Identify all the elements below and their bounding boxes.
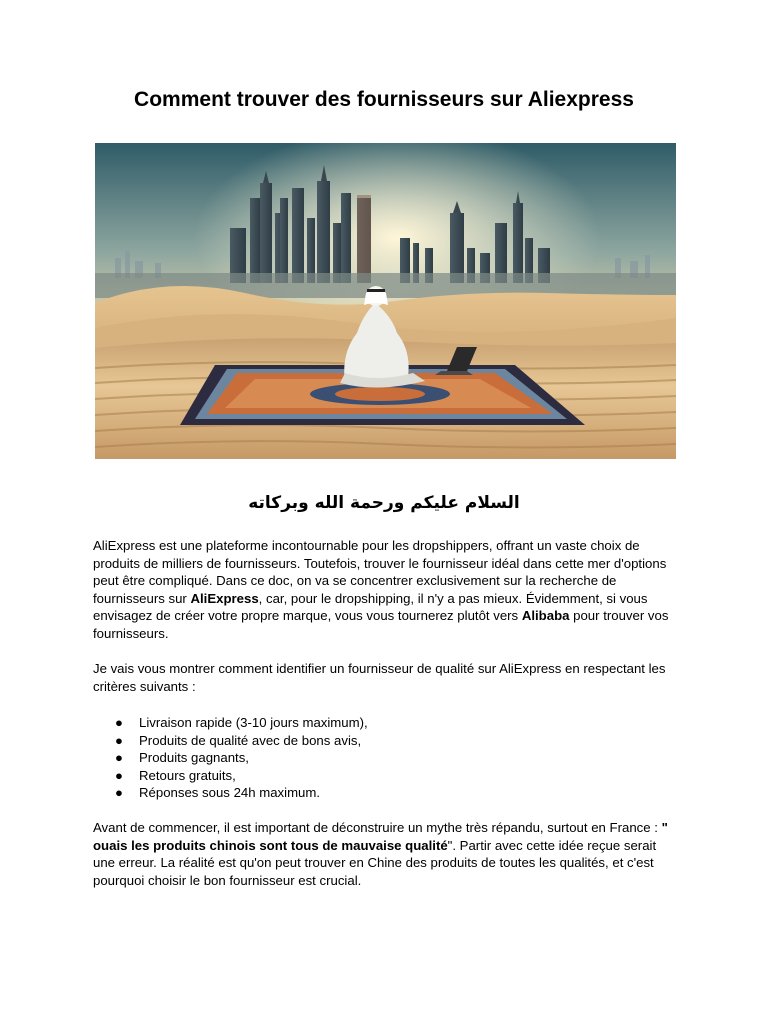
bullet-icon: ● [115, 785, 123, 801]
intro-text-1: AliExpress est une plateforme incontournable pour les dropshippers, offrant un vaste choix de produits de milliers de fournisseurs. Toutefois, trouver le fournisseur idéal dans cette mer d'options peut être compliqué. Dans ce doc, on va se concentrer exclusivement sur la recherche de fournisseurs sur [93, 538, 667, 606]
criteria-item-text: Réponses sous 24h maximum. [139, 785, 321, 801]
myth-quote-bold: " ouais les produits chinois sont tous de mauvaise qualité [93, 820, 668, 853]
intro-text-3: pour trouver vos fournisseurs. [93, 608, 669, 641]
criteria-item-text: Retours gratuits, [139, 767, 236, 783]
intro-text-2: , car, pour le dropshipping, il n'y a pas mieux. Évidemment, si vous envisagez de créer votre propre marque, vous vous tournerez plutôt vers [93, 590, 648, 624]
myth-paragraph [93, 819, 678, 889]
hero-image [95, 143, 676, 459]
arabic-greeting: السلام عليكم ورحمة الله وبركاته [248, 493, 520, 513]
criteria-intro-paragraph: Je vais vous montrer comment identifier un fournisseur de qualité sur AliExpress en respectant les critères suivants : [93, 661, 666, 694]
list-item [93, 767, 678, 785]
bullet-icon: ● [115, 767, 123, 783]
myth-text-1: Avant de commencer, il est important de déconstruire un mythe très répandu, surtout en France : [93, 820, 662, 835]
criteria-item-text: Produits gagnants, [139, 750, 249, 766]
list-item [93, 784, 678, 802]
bullet-icon: ● [115, 750, 123, 766]
intro-paragraph [93, 537, 678, 643]
bullet-icon: ● [115, 732, 123, 748]
list-item [93, 732, 678, 750]
criteria-list [93, 714, 678, 802]
myth-text-2: ". Partir avec cette idée reçue serait une erreur. La réalité est qu'on peut trouver en Chine des produits de toutes les qualités, et c'est pourquoi choisir le bon fournisseur est crucial. [93, 837, 657, 888]
criteria-item-text: Livraison rapide (3-10 jours maximum), [139, 715, 368, 730]
aliexpress-bold: AliExpress [190, 590, 259, 606]
list-item [93, 749, 678, 767]
page-title: Comment trouver des fournisseurs sur Aliexpress [134, 88, 634, 111]
bullet-icon: ● [115, 715, 123, 730]
alibaba-bold: Alibaba [521, 608, 570, 624]
criteria-item-text: Produits de qualité avec de bons avis, [139, 732, 362, 748]
list-item [93, 714, 678, 732]
